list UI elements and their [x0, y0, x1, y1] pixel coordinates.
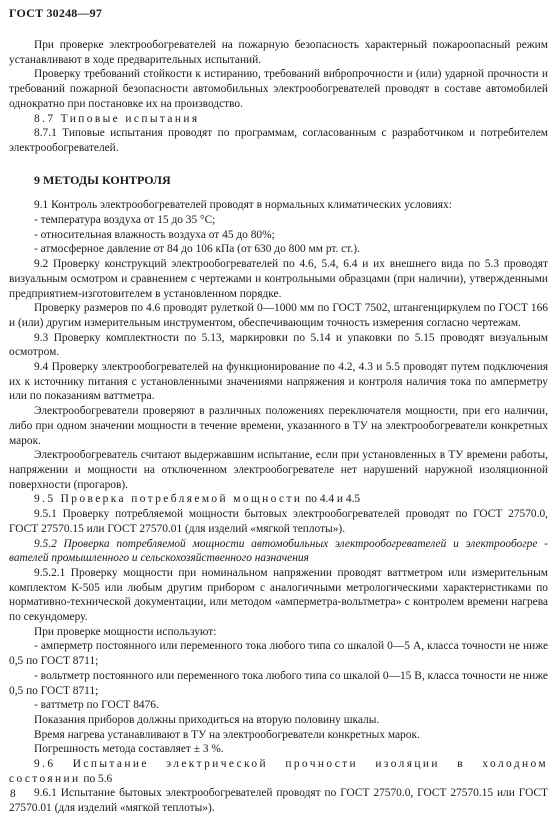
page-number: 8: [10, 788, 16, 800]
subsection-heading: 8.7 Типовые испытания: [34, 112, 200, 125]
paragraph: 9.2 Проверку конструкций электрообогревателей по 4.6, 5.4, 6.4 и их внешнего вида по 5.3 проводят визуальным осмотром и сравнением с чертежами и контрольными образцами (при наличии), утвержденными предприятием-изготовителем в установленном порядке.: [9, 258, 548, 300]
paragraph: 9.4 Проверку электрообогревателей на функционирование по 4.2, 4.3 и 5.5 проводят путем подключения их к источнику питания с установленными значениями напряжения и контроля наличия тока по амперметру или по показаниям ваттметра.: [9, 361, 548, 403]
paragraph: Проверку требований стойкости к истиранию, требований вибропрочности и (или) ударной прочности и требований пожарной безопасности автомобильных электрообогревателей проводят в составе автомобилей однократно при постановке их на производство.: [9, 68, 548, 110]
list-item: - амперметр постоянного или переменного тока любого типа со шкалой 0—5 А, класса точности не ниже 0,5 по ГОСТ 8711;: [9, 640, 548, 668]
paragraph: Проверку размеров по 4.6 проводят рулеткой 0—1000 мм по ГОСТ 7502, штангенциркулем по ГОСТ 166 и (или) другим измерительным инструментом, обеспечивающим точность измерения согласно чертежам.: [9, 302, 548, 329]
italic-subheading: 9.5.2 Проверка потребляемой мощности автомобильных электрообогревателей и электрообогре - вателей промышленного и сельскохозяйственного назначения: [9, 537, 548, 565]
paragraph: 9.5.2.1 Проверку мощности при номинальном напряжении проводят ваттметром или измерительным комплектом К-505 или любым другим прибором с аналогичными метрологическими характеристиками по нормативно-технической документации, или методом «амперметра-вольтметра» с контролем времени нагрева по секундомеру.: [9, 566, 548, 624]
subsection-heading-title: 9.5 Проверка потребляемой мощности: [34, 493, 303, 506]
paragraph: 9.6.1 Испытание бытовых электрообогревателей проводят по ГОСТ 27570.0, ГОСТ 27570.15 или ГОСТ 27570.01 (для изделий «мягкой теплоты»).: [9, 787, 548, 815]
list-item: - атмосферное давление от 84 до 106 кПа (от 630 до 800 мм рт. ст.).: [34, 243, 360, 256]
list-item: - ваттметр по ГОСТ 8476.: [34, 699, 159, 712]
paragraph: 9.1 Контроль электрообогревателей проводят в нормальных климатических условиях:: [34, 199, 452, 212]
paragraph: Время нагрева устанавливают в ТУ на электрообогреватели конкретных марок.: [34, 728, 420, 741]
paragraph: Электрообогреватели проверяют в различных положениях переключателя мощности, при его наличии, либо при одном значении мощности в течение времени, указанного в ТУ на электрообогреватели конкретных марок.: [9, 405, 548, 447]
paragraph: При проверке мощности используют:: [34, 625, 217, 638]
paragraph: 8.7.1 Типовые испытания проводят по программам, согласованным с разработчиком и потребителем электрообогревателей.: [9, 127, 548, 154]
subsection-heading: [9, 492, 548, 507]
paragraph: При проверке электрообогревателей на пожарную безопасность характерный пожароопасный режим устанавливают в ходе предварительных испытаний.: [9, 39, 548, 66]
list-item: - вольтметр постоянного или переменного тока любого типа со шкалой 0—15 В, класса точности не ниже 0,5 по ГОСТ 8711;: [9, 669, 548, 697]
document-body: [9, 38, 548, 816]
document-header: ГОСТ 30248—97: [9, 6, 103, 20]
subsection-heading-title: 9.6 Испытание электрической прочности изоляции в холодном состоянии: [9, 758, 548, 785]
subsection-heading-ref: по 4.4 и 4.5: [302, 493, 361, 506]
list-item: - относительная влажность воздуха от 45 до 80%;: [34, 228, 275, 241]
paragraph: Показания приборов должны приходиться на вторую половину шкалы.: [34, 713, 380, 726]
subsection-heading-ref: по 5.6: [80, 772, 113, 785]
list-item: - температура воздуха от 15 до 35 °С;: [34, 214, 216, 227]
paragraph: Электрообогреватель считают выдержавшим испытание, если при установленных в ТУ времени работы, напряжении и мощности на отключенном электрообогревателе нет нарушений наружной изоляционной поверхности (прогаров).: [9, 449, 548, 491]
subsection-heading: [9, 757, 548, 786]
paragraph: 9.3 Проверку комплектности по 5.13, маркировки по 5.14 и упаковки по 5.15 проводят визуальным осмотром.: [9, 331, 548, 359]
paragraph: Погрешность метода составляет ± 3 %.: [34, 743, 224, 756]
section-heading: 9 МЕТОДЫ КОНТРОЛЯ: [34, 172, 171, 187]
paragraph: 9.5.1 Проверку потребляемой мощности бытовых электрообогревателей проводят по ГОСТ 27570.0, ГОСТ 27570.15 или ГОСТ 27570.01 (для изделий «мягкой теплоты»).: [9, 508, 548, 535]
